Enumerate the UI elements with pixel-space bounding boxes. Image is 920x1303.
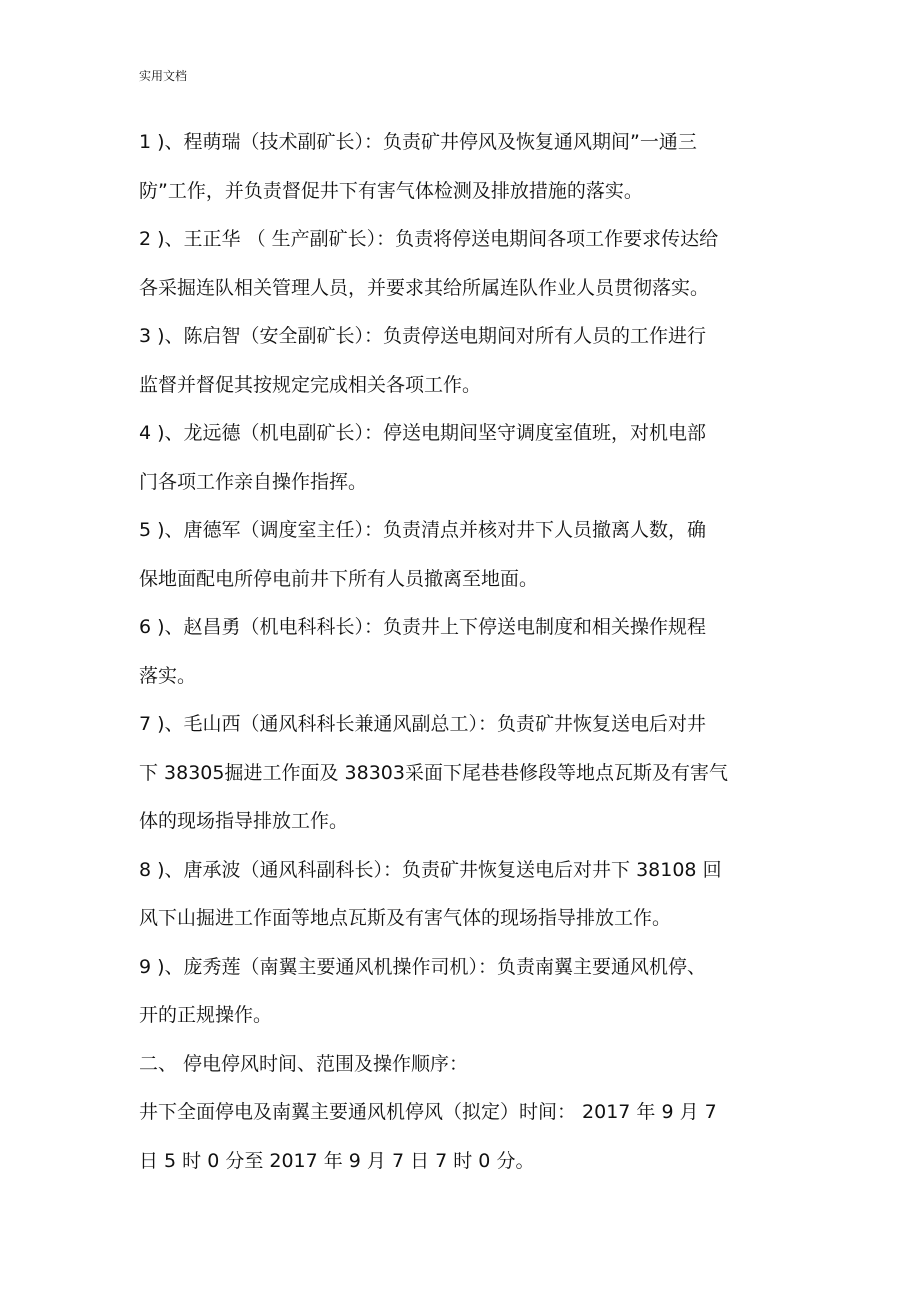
text-line: 2 )、王正华 （ 生产副矿长）：负责将停送电期间各项工作要求传达给 — [139, 228, 719, 250]
section-heading: 二、 停电停风时间、范围及操作顺序： — [139, 1052, 469, 1075]
text-line: 8 )、唐承波（通风科副科长）：负责矿井恢复送电后对井下 38108 回 — [139, 858, 722, 881]
text-line: 监督并督促其按规定完成相关各项工作。 — [139, 373, 482, 396]
text-line: 风下山掘进工作面等地点瓦斯及有害气体的现场指导排放工作。 — [139, 907, 672, 929]
text-line: 6 )、赵昌勇（机电科科长）：负责井上下停送电制度和相关操作规程 — [139, 616, 707, 638]
text-line: 7 )、毛山西（通风科科长兼通风副总工）：负责矿井恢复送电后对井 — [139, 713, 707, 735]
text-line: 门各项工作亲自操作指挥。 — [139, 470, 368, 493]
text-line: 下 38305掘进工作面及 38303采面下尾巷巷修段等地点瓦斯及有害气 — [139, 761, 728, 784]
text-line: 9 )、庞秀莲（南翼主要通风机操作司机）：负责南翼主要通风机停、 — [139, 955, 707, 978]
document-body — [139, 118, 799, 1185]
page-header-label: 实用文档 — [139, 69, 188, 83]
text-line: 日 5 时 0 分至 2017 年 9 月 7 日 7 时 0 分。 — [139, 1149, 535, 1172]
text-line: 4 )、龙远德（机电副矿长）：停送电期间坚守调度室值班，对机电部 — [139, 422, 707, 444]
text-line: 体的现场指导排放工作。 — [139, 810, 349, 832]
text-line: 井下全面停电及南翼主要通风机停风（拟定）时间： 2017 年 9 月 7 — [139, 1101, 717, 1123]
text-line: 3 )、陈启智（安全副矿长）：负责停送电期间对所有人员的工作进行 — [139, 325, 707, 347]
text-line: 防”工作，并负责督促井下有害气体检测及排放措施的落实。 — [139, 179, 643, 202]
text-line: 保地面配电所停电前井下所有人员撤离至地面。 — [139, 567, 539, 590]
text-line: 开的正规操作。 — [139, 1004, 273, 1026]
text-line: 1 )、程萌瑞（技术副矿长）：负责矿井停风及恢复通风期间”一通三 — [139, 131, 697, 153]
text-line: 5 )、唐德军（调度室主任）：负责清点并核对井下人员撤离人数，确 — [139, 519, 707, 541]
text-line: 各采掘连队相关管理人员，并要求其给所属连队作业人员贯彻落实。 — [139, 276, 710, 299]
text-line: 落实。 — [139, 664, 197, 687]
